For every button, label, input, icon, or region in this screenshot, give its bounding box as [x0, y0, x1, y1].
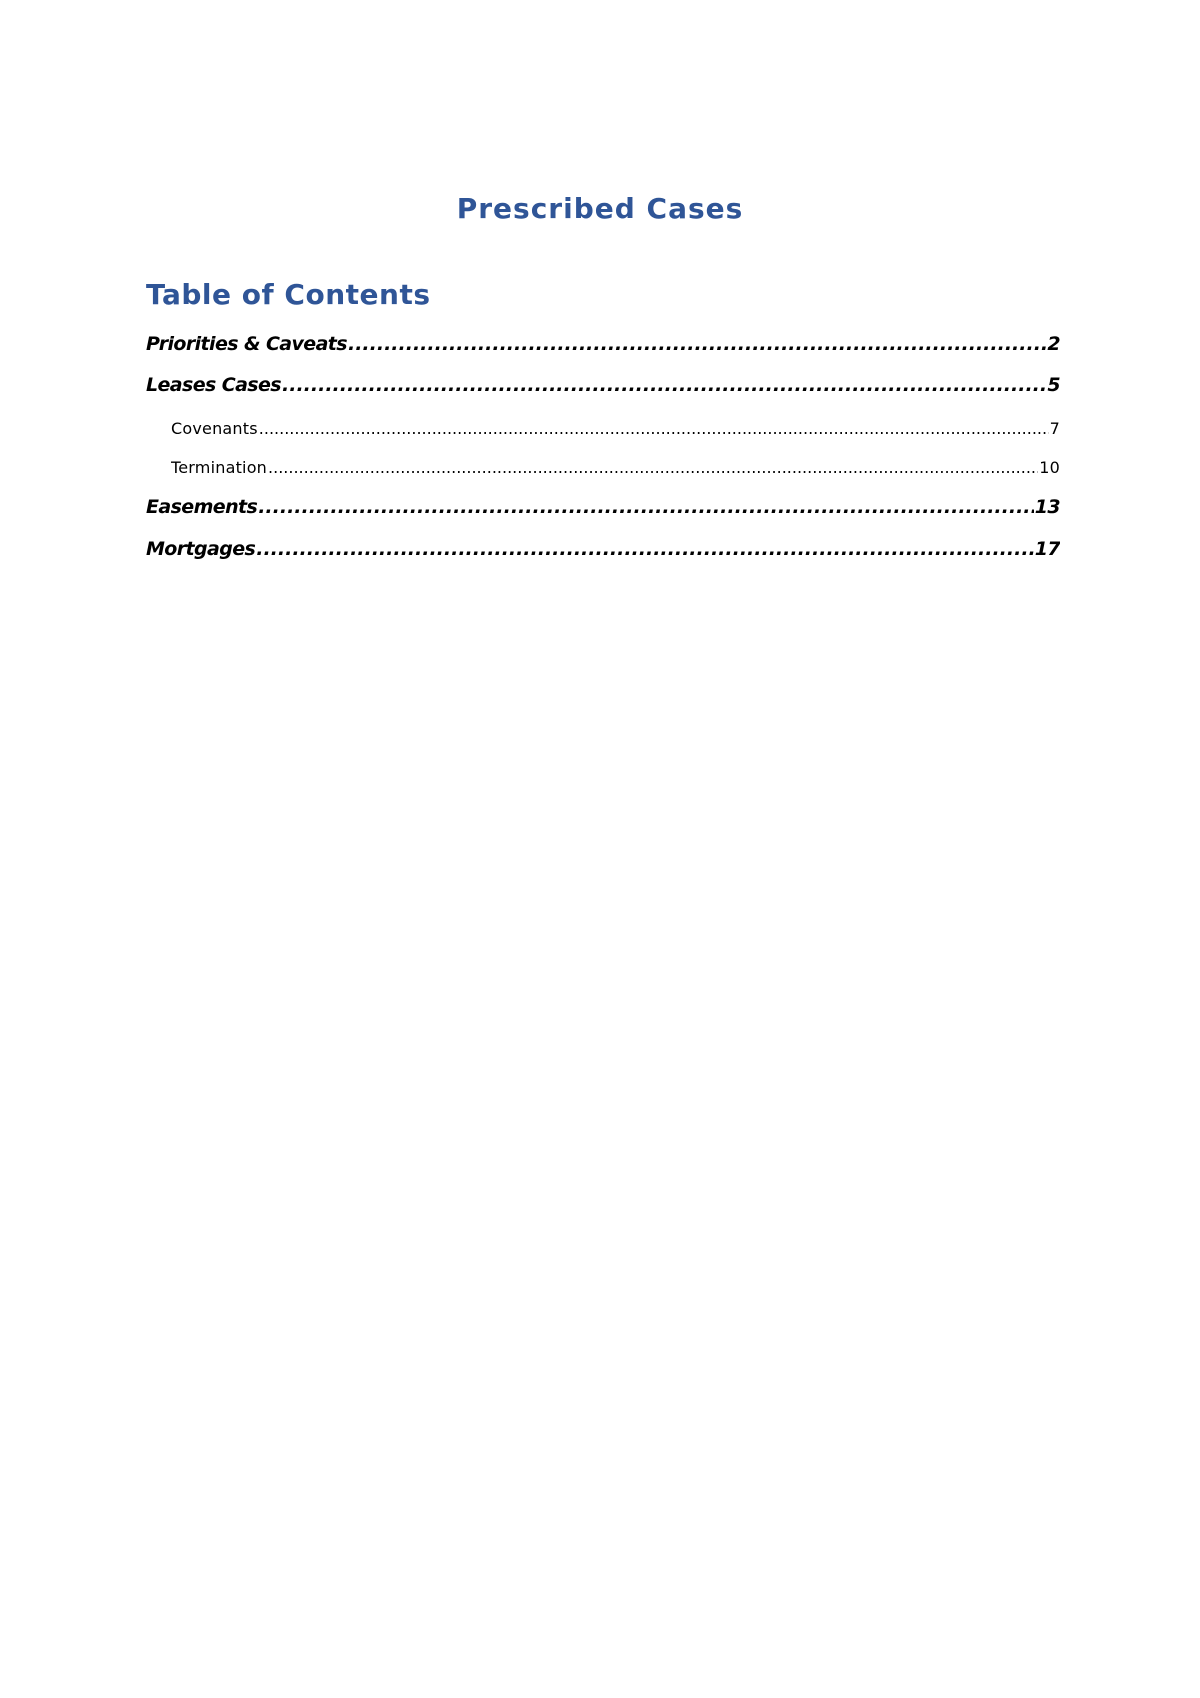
toc-entry-page-number: 10 — [1039, 458, 1060, 477]
toc-entry-priorities-caveats[interactable] — [146, 333, 1060, 355]
toc-dot-leader — [256, 538, 1034, 560]
toc-entry-page-number: 7 — [1049, 419, 1060, 438]
toc-entry-termination[interactable] — [171, 458, 1060, 477]
toc-entry-mortgages[interactable] — [146, 538, 1060, 560]
toc-heading: Table of Contents — [146, 278, 431, 311]
toc-entry-easements[interactable] — [146, 496, 1060, 518]
toc-entry-label: Termination — [171, 458, 268, 477]
toc-entry-label: Priorities & Caveats — [146, 333, 347, 355]
toc-entry-page-number: 2 — [1047, 333, 1060, 355]
toc-dot-leader — [268, 458, 1038, 477]
toc-entry-covenants[interactable] — [171, 419, 1060, 438]
toc-entry-label: Easements — [146, 496, 258, 518]
toc-entry-label: Leases Cases — [146, 374, 282, 396]
toc-entry-label: Covenants — [171, 419, 258, 438]
toc-entry-page-number: 17 — [1034, 538, 1060, 560]
toc-dot-leader — [282, 374, 1046, 396]
document-title: Prescribed Cases — [456, 192, 744, 225]
toc-dot-leader — [348, 333, 1046, 355]
toc-entry-page-number: 5 — [1047, 374, 1060, 396]
toc-dot-leader — [259, 419, 1049, 438]
toc-entry-page-number: 13 — [1034, 496, 1060, 518]
toc-entry-leases-cases[interactable] — [146, 374, 1060, 396]
toc-dot-leader — [258, 496, 1034, 518]
toc-entry-label: Mortgages — [146, 538, 256, 560]
